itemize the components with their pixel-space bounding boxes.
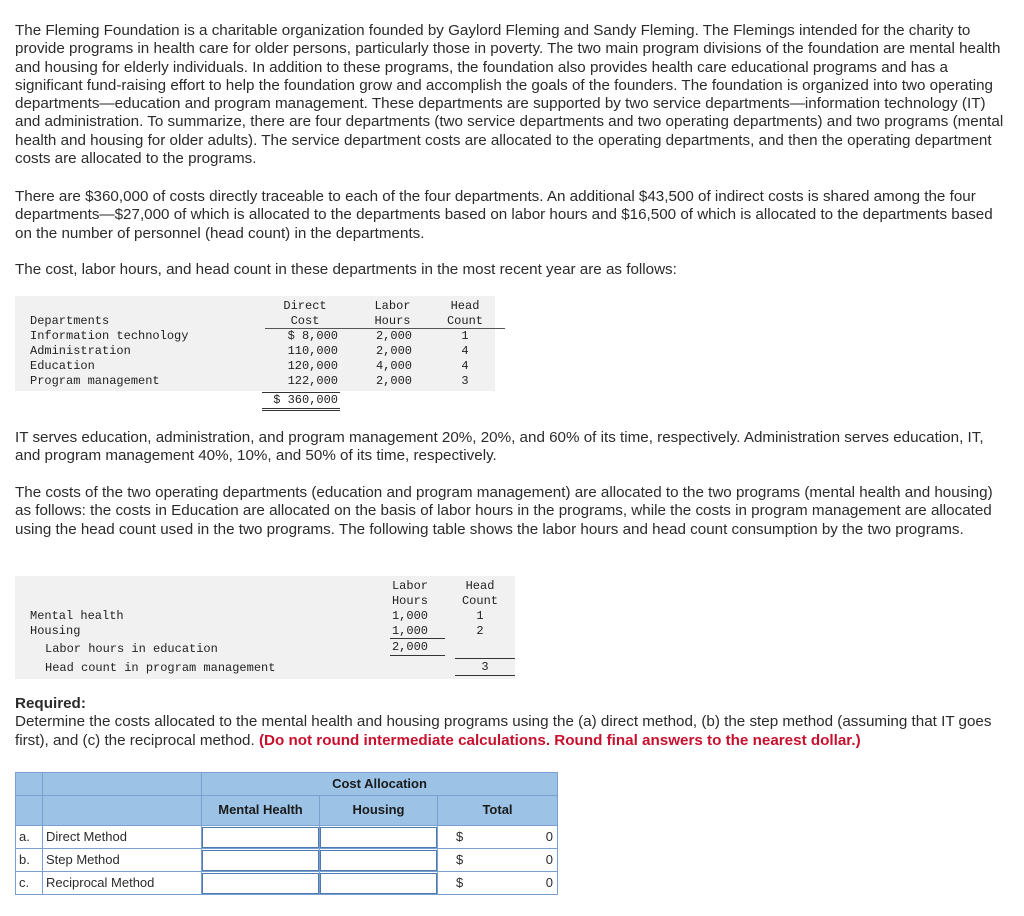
reciprocal-mental-health-input[interactable] — [202, 873, 319, 894]
intro-paragraph-2: There are $360,000 of costs directly traceable to each of the four departments. An additional $43,500 of indirect costs is shared among the four departments—$27,000 of which is allocated to the departments based on labor hours and $16,500 of which is allocated to the departments based on the number of personnel (head count) in the departments. — [15, 188, 993, 242]
row-method: Direct Method — [43, 826, 202, 849]
table-cell-cost: 120,000 — [287, 359, 338, 373]
labor-total-label: Labor hours in education — [45, 642, 218, 656]
allocation-paragraph: The costs of the two operating departments (education and program management) are allocated to the two programs (mental health and housing) as follows: the costs in Education are allocated on the basis of labor hours in the programs, while the costs in program management are allocated using the head count used in the two programs. The following table shows the labor hours and head count consumption by the two programs. — [15, 484, 993, 538]
head-count-header-1: Head — [450, 299, 480, 313]
department-table — [15, 296, 495, 391]
cost-allocation-header: Cost Allocation — [202, 773, 558, 796]
step-total: 0 — [545, 851, 553, 867]
housing-header: Housing — [320, 796, 438, 826]
head-count-header-1: Head — [465, 579, 495, 593]
table-cell-hours: 2,000 — [375, 329, 412, 343]
step-mental-health-input[interactable] — [202, 850, 319, 871]
departments-header: Departments — [30, 314, 110, 328]
reciprocal-total: 0 — [545, 874, 553, 890]
table-cell-count: 2 — [476, 624, 484, 638]
table-cell-cost: 110,000 — [287, 344, 338, 358]
head-count-header-2: Count — [461, 594, 498, 608]
head-count-header-2: Count — [446, 314, 483, 328]
direct-total: 0 — [545, 828, 553, 844]
row-letter: b. — [16, 849, 43, 872]
table-cell-cost: 122,000 — [287, 374, 338, 388]
step-housing-input[interactable] — [320, 850, 437, 871]
labor-hours-header-1: Labor — [391, 579, 428, 593]
row-letter: a. — [16, 826, 43, 849]
direct-housing-input[interactable] — [320, 827, 437, 848]
table-cell-count: 3 — [461, 374, 469, 388]
table-cell-hours: 1,000 — [391, 624, 428, 638]
row-method: Step Method — [43, 849, 202, 872]
table-row-label: Information technology — [30, 329, 189, 343]
direct-cost-header-2: Cost — [290, 314, 320, 328]
head-total-value: 3 — [481, 660, 489, 674]
labor-total-value: 2,000 — [391, 640, 428, 654]
total-header: Total — [438, 796, 558, 826]
table-cell-hours: 4,000 — [375, 359, 412, 373]
table-cell-count: 4 — [461, 344, 469, 358]
table-cell-count: 1 — [476, 609, 484, 623]
table-cell-hours: 2,000 — [375, 374, 412, 388]
currency-symbol: $ — [456, 828, 464, 844]
intro-paragraph-3: The cost, labor hours, and head count in these departments in the most recent year are as follows: — [15, 261, 677, 278]
currency-symbol: $ — [456, 874, 464, 890]
labor-hours-header-1: Labor — [374, 299, 411, 313]
answer-table — [15, 772, 558, 895]
total-direct-cost: $ 360,000 — [273, 393, 338, 407]
service-paragraph: IT serves education, administration, and program management 20%, 20%, and 60% of its time, respectively. Administration serves education, IT, and program management 40%, 10%, and 50% of its time, respectively. — [15, 429, 984, 465]
reciprocal-housing-input[interactable] — [320, 873, 437, 894]
mental-health-header: Mental Health — [202, 796, 320, 826]
row-method: Reciprocal Method — [43, 872, 202, 895]
table-row-label: Program management — [30, 374, 160, 388]
head-total-label: Head count in program management — [45, 661, 276, 675]
intro-paragraph-1: The Fleming Foundation is a charitable organization founded by Gaylord Fleming and Sandy Fleming. The Flemings intended for the charity to provide programs in health care for older persons, particularly those in poverty. The two main program divisions of the foundation are mental health and housing for elderly individuals. In addition to these programs, the foundation also provides health care educational programs and has a significant fund-raising effort to help the foundation grow and accomplish the goals of the founders. The foundation is organized into two operating departments—education and program management. These departments are supported by two service departments—information technology (IT) and administration. To summarize, there are four departments (two service departments and two operating departments) and two programs (mental health and housing for older adults). The service department costs are allocated to the operating departments, and then the operating department costs are allocated to the programs. — [15, 22, 1004, 168]
table-row-label: Administration — [30, 344, 131, 358]
labor-hours-header-2: Hours — [374, 314, 411, 328]
labor-hours-header-2: Hours — [391, 594, 428, 608]
table-cell-count: 4 — [461, 359, 469, 373]
table-cell-cost: $ 8,000 — [287, 329, 338, 343]
rounding-note: (Do not round intermediate calculations. Round final answers to the nearest dollar.) — [258, 731, 861, 749]
required-title: Required: — [15, 695, 86, 712]
table-row — [16, 826, 558, 849]
table-row — [16, 849, 558, 872]
table-row — [16, 872, 558, 895]
required-text-block — [15, 713, 1005, 750]
table-cell-count: 1 — [461, 329, 469, 343]
table-cell-hours: 2,000 — [375, 344, 412, 358]
table-cell-hours: 1,000 — [391, 609, 428, 623]
direct-cost-header-1: Direct — [283, 299, 327, 313]
row-letter: c. — [16, 872, 43, 895]
currency-symbol: $ — [456, 851, 464, 867]
required-section — [15, 695, 1005, 750]
program-table — [15, 576, 515, 679]
table-row-label: Mental health — [30, 609, 124, 623]
table-row-label: Housing — [30, 624, 81, 638]
direct-mental-health-input[interactable] — [202, 827, 319, 848]
required-text: Determine the costs allocated to the mental health and housing programs using the (a) direct method, (b) the step method (assuming that IT goes first), and (c) the reciprocal method. — [15, 713, 992, 749]
table-row-label: Education — [30, 359, 95, 373]
